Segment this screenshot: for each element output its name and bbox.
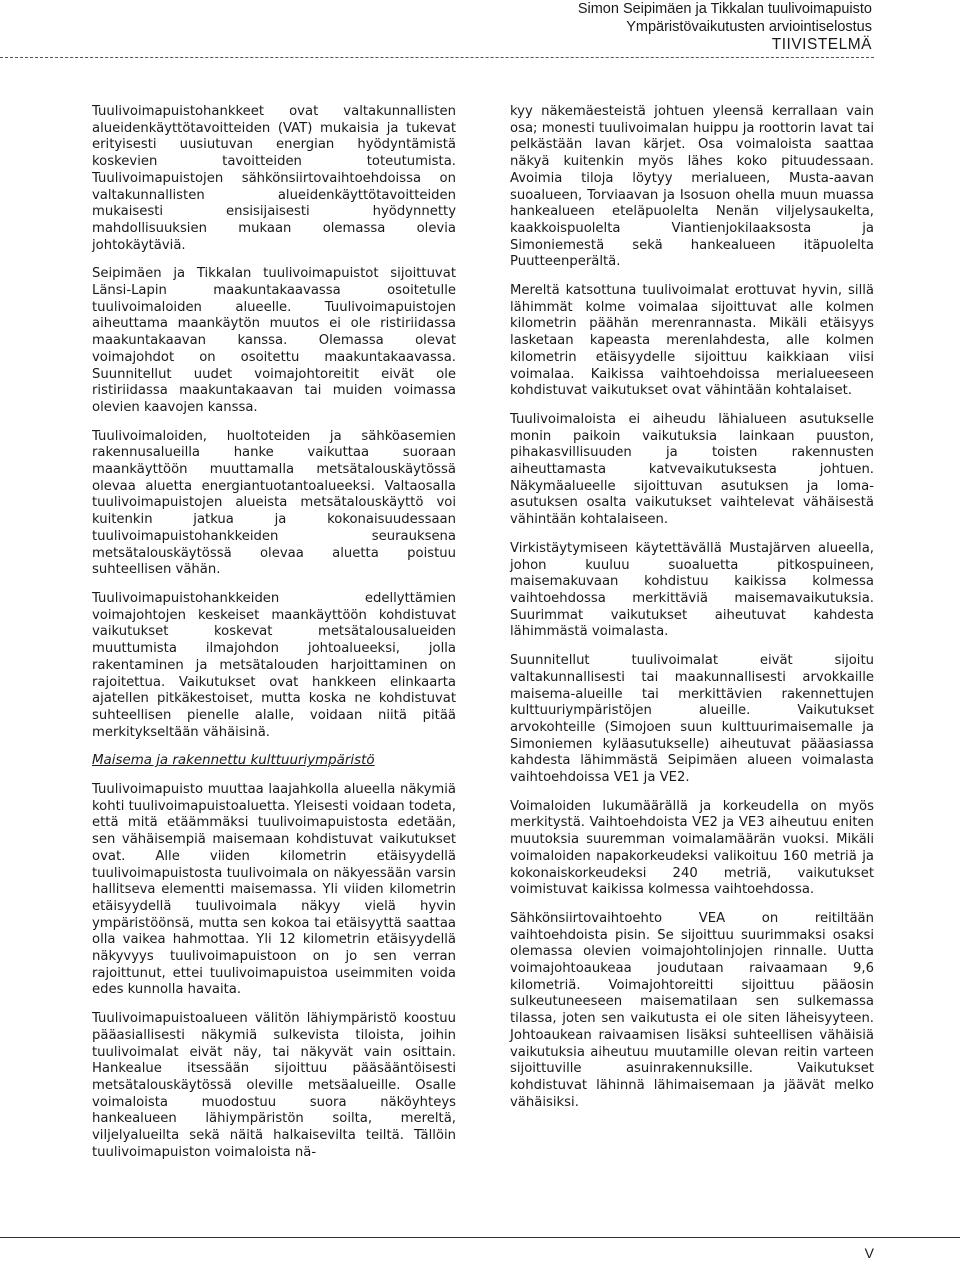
paragraph: Tuulivoimapuistohankkeet ovat valtakunnallisten alueidenkäyttötavoitteiden (VAT) mukaisia ja tukevat erityisesti uusiutuvan energian hyödyntämistä koskevien tavoitteiden toteutumista. Tuulivoimapuistojen sähkönsiirtovaihtoehdoissa on valtakunnallisten alueidenkäyttötavoitteiden mukaisesti ensisijaisesti hyödynnetty mahdollisuuksien mukaan olemassa olevia johtokäytäviä. <box>92 104 456 253</box>
page-number: V <box>864 1245 874 1261</box>
paragraph: Tuulivoimapuistoalueen välitön lähiympäristö koostuu pääasiallisesti näkymiä sulkevista tiloista, joihin tuulivoimalat eivät näy, tai näkyvät vain osittain. Hankealue itsessään sijoittuu pääsääntöisesti metsätalouskäytössä oleville metsäalueille. Osalle voimaloista muodostuu suora näköyhteys hankealueen lähiympäristön soilta, mereltä, viljelyalueilta sekä näitä halkaisevilta teiltä. Tällöin tuulivoimapuiston voimaloista nä- <box>92 1011 456 1160</box>
right-column <box>510 104 874 1123</box>
paragraph: Tuulivoimaloiden, huoltoteiden ja sähköasemien rakennusalueilla hanke vaikuttaa suoraan maankäyttöön muuttamalla metsätalouskäytössä olevaa aluetta energiantuotantoalueeksi. Valtaosalla tuulivoimapuistojen alueista metsätalouskäyttö voi kuitenkin jatkua ja kokonaisuudessaan tuulivoimapuistohankkeiden seurauksena metsätalouskäytössä olevaa aluetta poistuu suhteellisen vähän. <box>92 428 456 578</box>
header-project-title: Simon Seipimäen ja Tikkalan tuulivoimapuisto <box>577 1 872 17</box>
paragraph: Voimaloiden lukumäärällä ja korkeudella on myös merkitystä. Vaihtoehdoista VE2 ja VE3 aiheutuu eniten muutoksia suuremman voimalamäärän vuoksi. Mikäli voimaloiden napakorkeudeksi valikoituu 160 metriä ja kokonaiskorkeudeksi 240 metriä, vaikutukset voimistuvat kaikissa kolmessa vaihtoehdossa. <box>510 798 874 898</box>
paragraph: Tuulivoimapuisto muuttaa laajahkolla alueella näkymiä kohti tuulivoimapuistoaluetta. Yleisesti voidaan todeta, että mitä etäämmäksi tuulivoimapuistosta edetään, sen vähäisempiä maisemaan kohdistuvat vaikutukset ovat. Alle viiden kilometrin etäisyydellä tuulivoimapuistosta tuulivoimala on näkyessään varsin hallitseva elementti maisemassa. Yli viiden kilometrin etäisyydellä tuulivoimala näkyy vielä hyvin ympäristöönsä, mutta sen kokoa tai etäisyyttä saattaa olla vaikea hahmottaa. Yli 12 kilometrin etäisyydellä näkyvyys tuulivoimapuistoon on jo sen verran rajoittunut, ettei tuulivoimapuistoa useimmiten voida edes kunnolla havaita. <box>92 782 456 998</box>
running-header <box>578 0 872 54</box>
left-column <box>92 104 456 1173</box>
paragraph: Suunnitellut tuulivoimalat eivät sijoitu valtakunnallisesti tai maakunnallisesti arvokkaille maisema-alueille tai merkittävien rakennettujen kulttuuriympäristöjen alueille. Vaikutukset arvokohteille (Simojoen suun kulttuurimaisemalle ja Simoniemen kyläasutukselle) aiheutuvat pääasiassa kahdesta lähimmästä Seipimäen alueen voimalasta vaihtoehdoissa VE1 ja VE2. <box>510 653 874 786</box>
header-document-title: Ympäristövaikutusten arviointiselostus <box>626 19 872 35</box>
paragraph: Tuulivoimapuistohankkeiden edellyttämien voimajohtojen keskeiset maankäyttöön kohdistuvat vaikutukset koskevat metsätalousalueiden muuttumista ilmajohdon johtoalueeksi, jolla rakentaminen ja metsätalouden harjoittaminen on rajoitettua. Vaikutukset ovat hankkeen elinkaarta ajatellen pitkäkestoiset, mutta koska ne kohdistuvat suhteellisen pienelle alalle, voidaan niitä pitää merkitykseltään vähäisinä. <box>92 590 456 740</box>
header-divider <box>0 57 874 58</box>
paragraph: kyy näkemäesteistä johtuen yleensä kerrallaan vain osa; monesti tuulivoimalan huippu ja roottorin lavat tai pelkästään lavan kärjet. Osa voimaloista saattaa näkyä kuitenkin myös lähes koko pituudessaan. Avoimia tiloja löytyy merialueen, Musta-aavan suoalueen, Torviaavan ja Isosuon ohella muun muassa hankealueen eteläpuolelta Nenän viljelysaukelta, kaakkoispuolelta Viantienjokilaaksosta ja Simoniemestä sekä hankealueen itäpuolelta Puutteenperältä. <box>510 104 874 270</box>
paragraph: Virkistäytymiseen käytettävällä Mustajärven alueella, johon kuuluu suoaluetta pitkospuineen, maisemakuvaan kohdistuu kaikissa kolmessa vaihtoehdossa merkittäviä maisemavaikutuksia. Suurimmat vaikutukset aiheutuvat kahdesta lähimmästä voimalasta. <box>510 540 874 640</box>
footer-divider <box>0 1237 960 1238</box>
paragraph: Seipimäen ja Tikkalan tuulivoimapuistot sijoittuvat Länsi-Lapin maakuntakaavassa osoitetulle tuulivoimaloiden alueelle. Tuulivoimapuistojen aiheuttama maankäytön muutos ei ole ristiriidassa maakuntakaavan kanssa. Olemassa olevat voimajohdot on osoitettu maakuntakaavassa. Suunnitellut uudet voimajohtoreitit eivät ole ristiriidassa maakuntakaavan tai muiden voimassa olevien kaavojen kanssa. <box>92 266 456 415</box>
paragraph: Sähkönsiirtovaihtoehto VEA on reitiltään vaihtoehdoista pisin. Se sijoittuu suurimmaksi osaksi olemassa olevien voimajohtolinjojen rinnalle. Uutta voimajohtoaukeaa joudutaan raivaamaan 9,6 kilometriä. Voimajohtoreitti sijoittuu pääosin sulkeutuneeseen maisematilaan sen sulkemassa tilassa, joten sen vaikutusta ei ole siten läheisyyteen. Johtoaukean raivaamisen lisäksi suhteellisen vähäisiä vaikutuksia aiheutuu muutamille olevan reitin varteen sijoittuville asuinrakennuksille. Vaikutukset kohdistuvat lähinnä lähimaisemaan ja jäävät melko vähäisiksi. <box>510 910 874 1110</box>
header-section-title: TIIVISTELMÄ <box>771 36 872 53</box>
paragraph: Tuulivoimaloista ei aiheudu lähialueen asutukselle monin paikoin vaikutuksia lainkaan puuston, pihakasvillisuuden ja toisten rakennusten aiheuttamasta katvevaikutuksesta johtuen. Näkymäalueelle sijoittuvan asutuksen ja loma-asutuksen osalta vaikutukset vaihtelevat vähäisestä vähintään kohtalaiseen. <box>510 411 874 528</box>
section-subheading: Maisema ja rakennettu kulttuuriympäristö <box>92 753 375 769</box>
paragraph: Mereltä katsottuna tuulivoimalat erottuvat hyvin, sillä lähimmät kolme voimalaa sijoittuvat alle kolmen kilometrin päähän merenrannasta. Mikäli etäisyys lasketaan kapeasta merenlahdesta, alle kolmen kilometrin etäisyydelle sijoittuu kaikkiaan viisi voimalaa. Kaikissa vaihtoehdoissa merialueeseen kohdistuvat vaikutukset ovat vähintään kohtalaiset. <box>510 283 874 399</box>
